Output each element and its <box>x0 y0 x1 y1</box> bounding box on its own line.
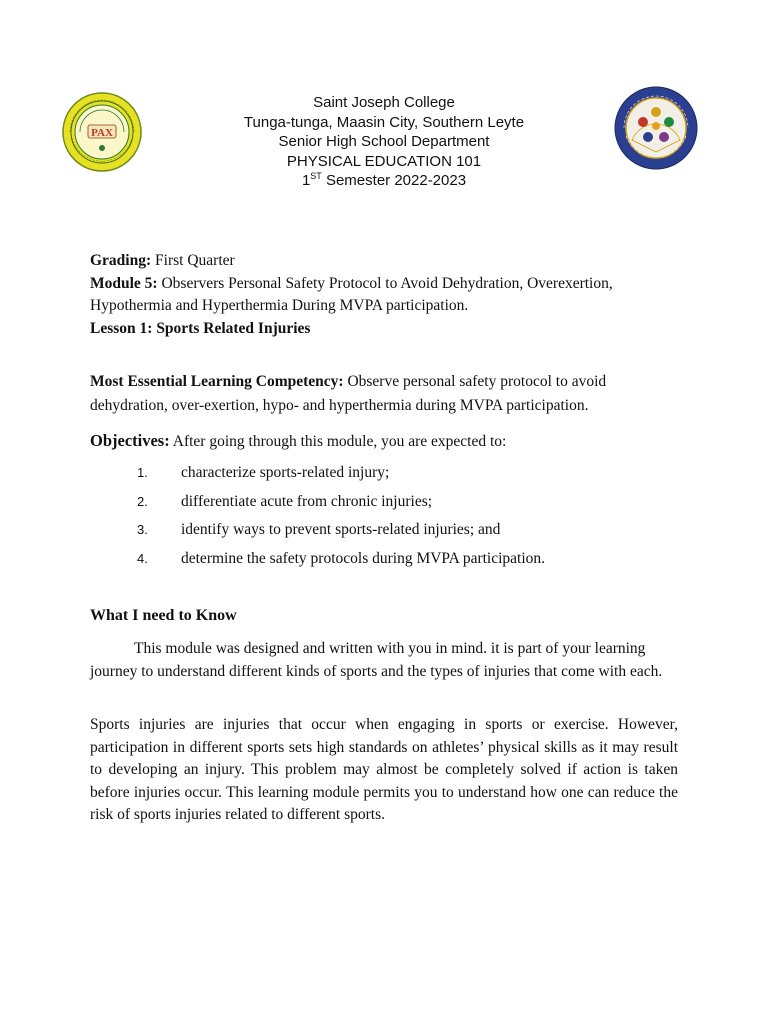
department-name: Senior High School Department <box>278 133 490 150</box>
grading-line: Grading: First Quarter <box>90 252 235 269</box>
list-item: 2. differentiate acute from chronic injuries; <box>137 492 433 510</box>
semester-line: 1ST Semester 2022-2023 <box>301 171 467 189</box>
injuries-paragraph: Sports injuries are injuries that occur when engaging in sports or exercise. However, participation in different sports sets high standards on athletes’ physical skills as it may result to developing an injury. This problem may almost be completely solved if action is taken before injuries occur. This learning module permits you to understand how one can reduce the risk of sports injuries related to different sports. <box>90 716 678 823</box>
list-item: 1. characterize sports-related injury; <box>137 464 390 481</box>
section-heading: What I need to Know <box>90 607 237 624</box>
module-info <box>90 250 690 340</box>
school-address: Tunga-tunga, Maasin City, Southern Leyte <box>243 113 525 131</box>
college-seal-icon <box>62 92 142 172</box>
course-title: PHYSICAL EDUCATION 101 <box>286 152 482 170</box>
list-item: 4. determine the safety protocols during MVPA participation. <box>137 549 546 567</box>
module-line: Module 5: Observers Personal Safety Protocol to Avoid Dehydration, Overexertion, <box>90 274 613 292</box>
lesson-title: Lesson 1: Sports Related Injuries <box>90 319 311 337</box>
school-header <box>150 93 618 191</box>
module-line-continued: Hypothermia and Hyperthermia During MVPA participation. <box>90 297 469 314</box>
list-item: 3. identify ways to prevent sports-related injuries; and <box>137 521 501 538</box>
intro-paragraph: This module was designed and written with you in mind. it is part of your learning journey to understand different kinds of sports and the types of injuries that come with each. <box>90 640 663 680</box>
seal-center-text: PAX <box>91 127 113 139</box>
school-name: Saint Joseph College <box>313 94 455 111</box>
objectives-intro: Objectives: After going through this module, you are expected to: <box>90 431 507 450</box>
learning-competency: Most Essential Learning Competency: Observe personal safety protocol to avoid dehydration, over-exertion, hypo- and hyperthermia during MVPA participation. <box>90 373 607 414</box>
senior-high-seal-icon <box>614 86 698 170</box>
objectives-list <box>90 462 690 576</box>
